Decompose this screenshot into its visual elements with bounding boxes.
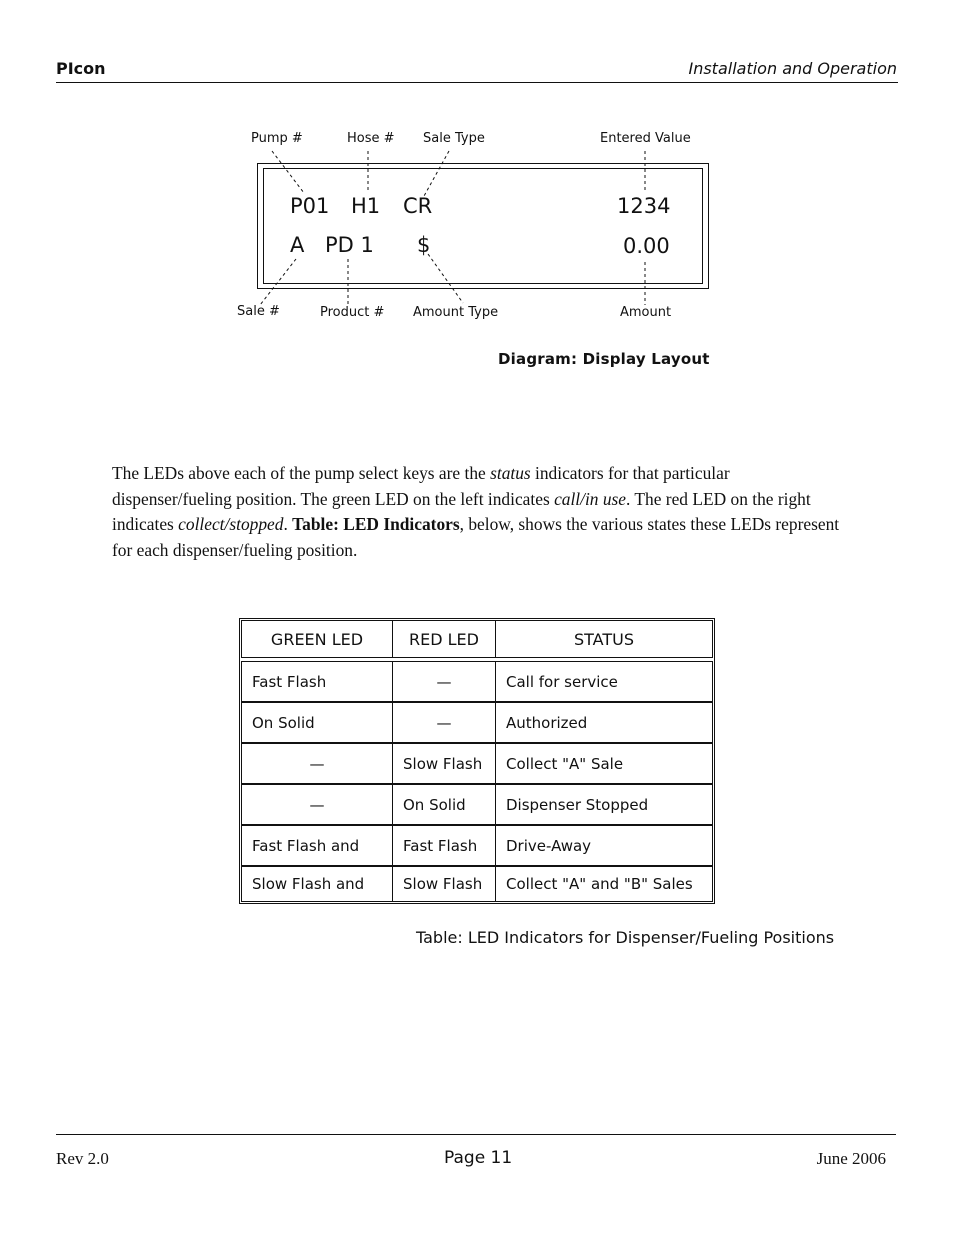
- em-dash: —: [309, 795, 325, 814]
- cell-text: On Solid: [403, 795, 466, 814]
- table-cell: [392, 743, 496, 784]
- footer-page-number: Page 11: [444, 1148, 513, 1168]
- display-layout-diagram: [0, 0, 954, 400]
- label-entered-value: Entered Value: [600, 131, 691, 146]
- footer-date: June 2006: [816, 1149, 886, 1168]
- cell-text: Call for service: [506, 672, 618, 691]
- cell-text: Dispenser Stopped: [506, 795, 649, 814]
- paragraph-text: . The red LED on the right indicates: [112, 488, 811, 535]
- table-cell: [495, 784, 713, 825]
- table-cell: [495, 743, 713, 784]
- paragraph-text: , below, shows the various states these LEDs represent for each dispenser/fueling position.: [112, 514, 840, 561]
- paragraph-table-reference: Table: LED Indicators: [292, 514, 460, 535]
- table-cell: [392, 866, 496, 902]
- table-caption: Table: LED Indicators for Dispenser/Fueling Positions: [416, 928, 835, 947]
- lcd-sale-type: CR: [403, 194, 433, 218]
- paragraph-emphasis-status: status: [490, 463, 531, 483]
- cell-text: Fast Flash: [403, 836, 478, 855]
- cell-text: Slow Flash and: [252, 875, 365, 893]
- diagram-caption: Diagram: Display Layout: [498, 350, 710, 368]
- table-cell: [392, 661, 496, 702]
- lcd-amount-type: $: [417, 233, 431, 257]
- lcd-product: PD 1: [325, 233, 374, 257]
- paragraph-text: The LEDs above each of the pump select keys are the: [112, 463, 491, 483]
- cell-text: On Solid: [252, 713, 315, 732]
- cell-text: Fast Flash and: [252, 836, 360, 855]
- label-sale-type: Sale Type: [423, 131, 485, 146]
- lcd-entered-value: 1234: [617, 194, 671, 218]
- table-cell: [241, 866, 393, 902]
- footer-divider: [56, 1134, 896, 1135]
- header-product-name: PIcon: [56, 59, 106, 78]
- em-dash: —: [309, 754, 325, 773]
- table-cell: [241, 702, 393, 743]
- table-cell: [241, 825, 393, 866]
- cell-text: Fast Flash: [252, 672, 327, 691]
- table-cell: [495, 702, 713, 743]
- table-cell: [495, 661, 713, 702]
- table-cell: [392, 702, 496, 743]
- paragraph-text: indicators for that particular dispenser/fueling position. The green LED on the left indicates: [112, 463, 730, 509]
- cell-text: Collect "A" and "B" Sales: [506, 875, 693, 893]
- table-header-cell: RED LED: [392, 620, 496, 658]
- label-product-number: Product #: [320, 305, 385, 320]
- cell-text: Slow Flash: [403, 875, 483, 893]
- table-cell: [241, 661, 393, 702]
- cell-text: Authorized: [506, 713, 588, 732]
- lcd-amount: 0.00: [623, 234, 670, 258]
- label-hose-number: Hose #: [347, 131, 395, 146]
- label-sale-number: Sale #: [237, 304, 280, 319]
- table-cell: [241, 784, 393, 825]
- table-header-cell: STATUS: [495, 620, 713, 658]
- label-pump-number: Pump #: [251, 131, 303, 146]
- em-dash: —: [436, 672, 452, 691]
- table-cell: [241, 743, 393, 784]
- cell-text: Slow Flash: [403, 754, 483, 773]
- header-section-title: Installation and Operation: [688, 59, 897, 78]
- led-description-paragraph: [112, 461, 852, 564]
- label-amount-type: Amount Type: [413, 305, 499, 320]
- footer-revision: Rev 2.0: [56, 1149, 109, 1168]
- table-cell: [392, 825, 496, 866]
- table-header-cell: GREEN LED: [241, 620, 393, 658]
- cell-text: Collect "A" Sale: [506, 754, 624, 773]
- lcd-pump: P01: [290, 194, 330, 218]
- em-dash: —: [436, 713, 452, 732]
- paragraph-emphasis-collect: collect/stopped: [178, 514, 284, 535]
- table-cell: [495, 825, 713, 866]
- lcd-frame-inner: [263, 168, 703, 284]
- cell-text: Drive-Away: [506, 836, 592, 855]
- lcd-hose: H1: [351, 194, 381, 218]
- paragraph-text: .: [283, 514, 293, 535]
- label-amount: Amount: [620, 305, 672, 320]
- table-cell: [392, 784, 496, 825]
- lcd-sale: A: [290, 233, 305, 257]
- table-cell: [495, 866, 713, 902]
- paragraph-emphasis-call: call/in use: [554, 488, 627, 509]
